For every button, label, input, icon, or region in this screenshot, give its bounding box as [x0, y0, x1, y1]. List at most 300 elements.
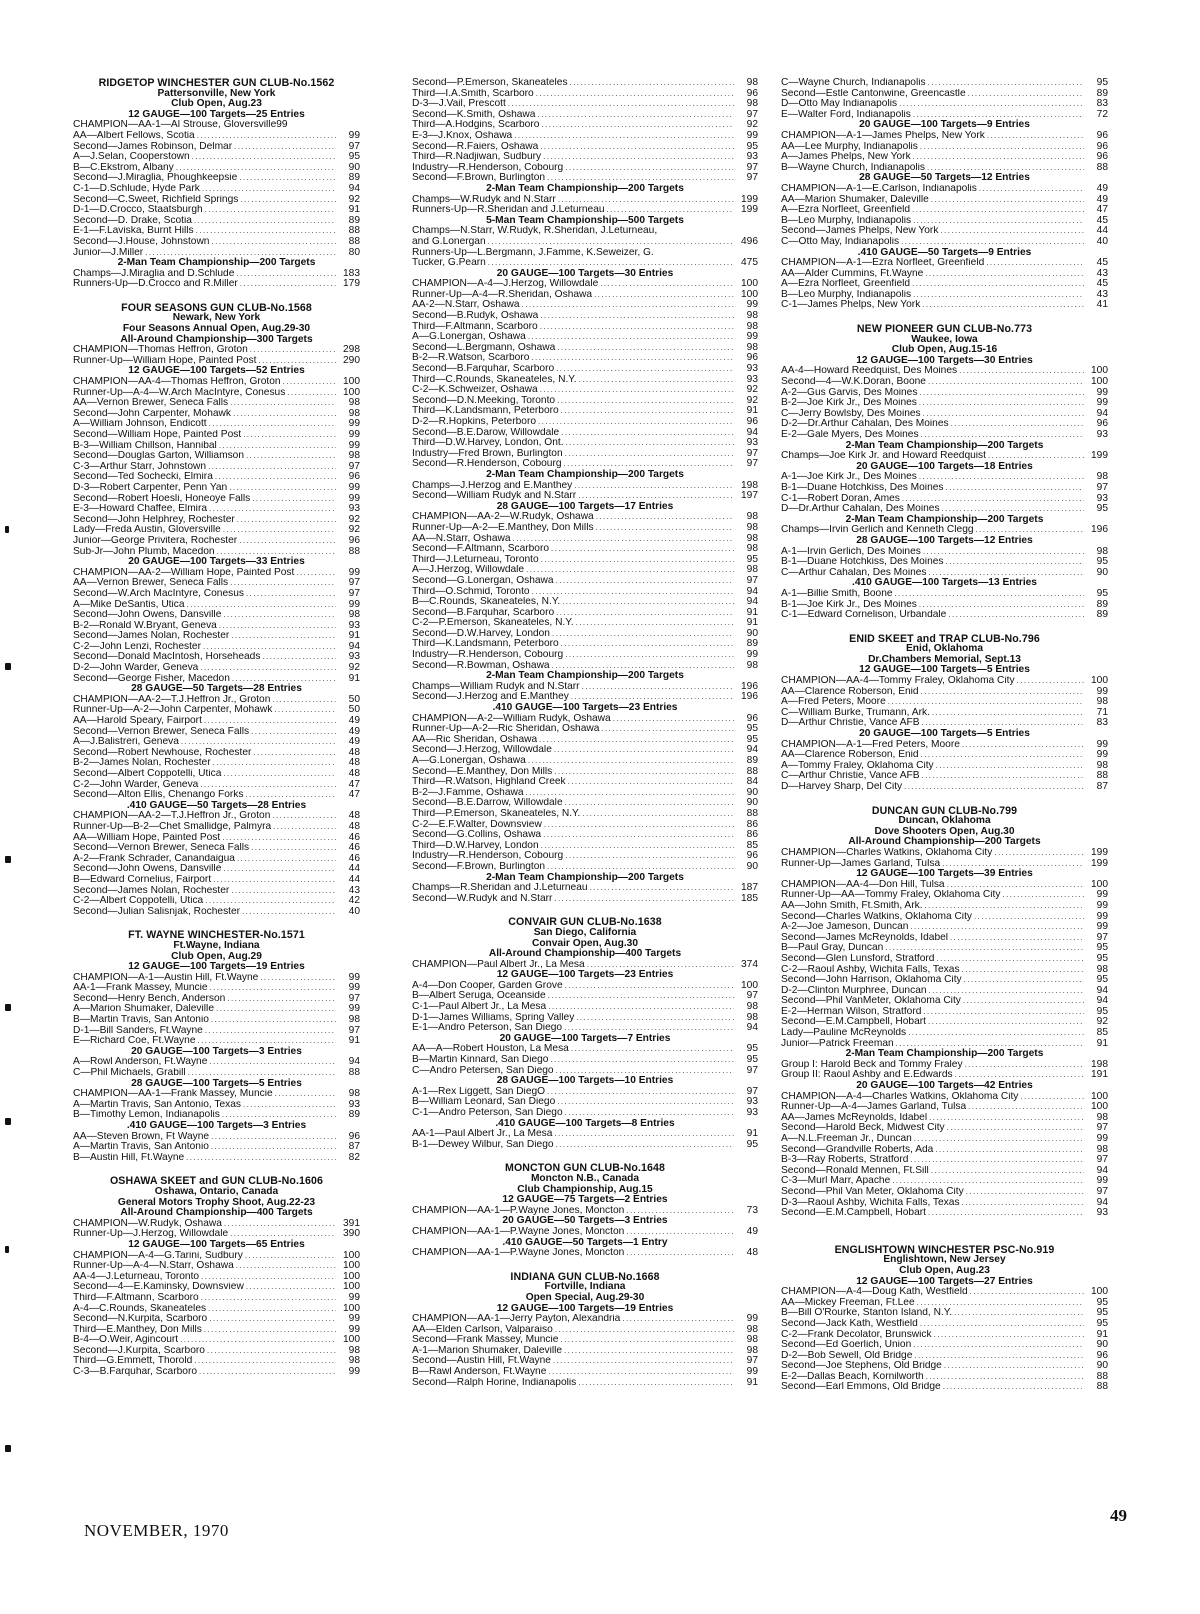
shooter-name: A—Ezra Norfleet, Greenfield — [781, 279, 911, 290]
score: 96 — [746, 353, 758, 364]
leader-dots — [198, 663, 336, 674]
shooter-name: E-3—Howard Chaffee, Elmira — [73, 504, 207, 515]
result-row — [412, 851, 758, 862]
shooter-name: AA—Clarence Roberson, Enid — [781, 750, 919, 761]
score: 94 — [348, 183, 360, 194]
result-row — [781, 1340, 1108, 1351]
shooter-name: A-2—Frank Schrader, Canandaigua — [73, 853, 235, 864]
result-row — [73, 1314, 360, 1325]
leader-dots — [260, 652, 336, 663]
leader-dots — [272, 705, 336, 716]
result-row — [781, 1123, 1108, 1134]
leader-dots — [919, 750, 1084, 761]
event-heading: 20 GAUGE—100 Targets—3 Entries — [131, 1045, 302, 1057]
result-row — [412, 820, 758, 831]
score: 87 — [348, 1142, 360, 1153]
score: 99 — [1096, 911, 1108, 922]
result-row — [73, 120, 360, 131]
leader-dots — [921, 1007, 1084, 1018]
leader-dots — [199, 1272, 336, 1283]
score: 49 — [1096, 183, 1108, 194]
result-row — [73, 875, 360, 886]
shooter-name: AA—John Smith, Ft.Smith, Ark. — [781, 900, 923, 911]
leader-dots — [977, 184, 1084, 195]
score: 94 — [746, 1023, 758, 1034]
score: 90 — [746, 798, 758, 809]
leader-dots — [237, 536, 336, 547]
shooter-name: Second—Vernon Brewer, Seneca Falls — [73, 843, 250, 854]
club-name: DUNCAN GUN CLUB-No.799 — [871, 804, 1018, 817]
result-row — [781, 1060, 1108, 1071]
shooter-name: B—Leo Murphy, Indianapolis — [781, 289, 912, 300]
shooter-name: Third—O.Schmid, Toronto — [412, 586, 530, 597]
result-row — [781, 1351, 1108, 1362]
result-row — [781, 1372, 1108, 1383]
shooter-name: B—Edward Cornelius, Fairport — [73, 874, 212, 885]
leader-dots — [238, 279, 336, 290]
result-row — [412, 1227, 758, 1238]
score: 100 — [741, 980, 758, 991]
result-row — [781, 398, 1108, 409]
score: 45 — [1096, 279, 1108, 290]
shooter-name: Second—John Owens, Dansville — [73, 610, 222, 621]
leader-dots — [217, 441, 336, 452]
shooter-name: Third—K.Landsmann, Peterboro — [412, 406, 559, 417]
leader-dots — [594, 512, 734, 523]
result-row — [781, 912, 1108, 923]
shooter-name: AA-1—Paul Albert Jr., La Mesa — [412, 1129, 553, 1140]
score: 97 — [348, 578, 360, 589]
leader-dots — [270, 695, 336, 706]
shooter-name: CHAMPION—A-2—William Rudyk, Oshawa — [412, 713, 611, 724]
shooter-name: Second—J.House, Johnstown — [73, 236, 210, 247]
result-row — [781, 419, 1108, 430]
score: 98 — [1096, 472, 1108, 483]
margin-mark — [5, 663, 11, 670]
result-row — [781, 237, 1108, 248]
shooter-name: AA—Harold Speary, Fairport — [73, 716, 202, 727]
result-row — [781, 1134, 1108, 1145]
shooter-name: C—Andro Petersen, San Diego — [412, 1065, 554, 1076]
leader-dots — [524, 565, 734, 576]
result-row — [73, 864, 360, 875]
leader-dots — [206, 462, 336, 473]
leader-dots — [554, 1140, 734, 1151]
leader-dots — [205, 1346, 336, 1357]
margin-mark — [5, 526, 9, 533]
result-row — [781, 388, 1108, 399]
score: 185 — [741, 893, 758, 904]
shooter-name: Second—John Harrison, Oklahoma City — [781, 975, 962, 986]
score: 98 — [1096, 1112, 1108, 1123]
leader-dots — [945, 880, 1084, 891]
result-row — [412, 99, 758, 110]
result-row — [412, 544, 758, 555]
results-continued — [412, 78, 758, 904]
result-row — [73, 769, 360, 780]
score: 98 — [746, 78, 758, 88]
shooter-name: C-1—Andro Peterson, San Diego — [412, 1108, 563, 1118]
shooter-name: B-4—O.Weir, Agincourt — [73, 1335, 179, 1346]
event-heading: .410 GAUGE—50 Targets—28 Entries — [126, 799, 307, 811]
score: 98 — [746, 1324, 758, 1335]
result-row — [73, 983, 360, 994]
result-row — [781, 708, 1108, 719]
shooter-name: Second—Vernon Brewer, Seneca Falls — [73, 726, 250, 737]
shooter-name: Champs—Irvin Gerlich and Kenneth Clegg — [781, 525, 974, 536]
score: 96 — [746, 851, 758, 862]
club-results — [781, 1245, 1108, 1393]
shooter-name: Junior—J.Miller — [73, 247, 144, 258]
shooter-name: C—Arthur Christie, Vance AFB — [781, 771, 920, 782]
shooter-name: C—Wayne Church, Indianapolis — [781, 78, 926, 88]
shooter-name: CHAMPION—A-1—Ezra Norfleet, Greenfield — [781, 258, 985, 269]
shooter-name: E—Richard Coe, Ft.Wayne — [73, 1036, 196, 1047]
score: 43 — [1096, 268, 1108, 279]
score: 98 — [746, 512, 758, 523]
score: 96 — [746, 417, 758, 427]
shooter-name: CHAMPION—Charles Watkins, Oklahoma City — [781, 847, 993, 858]
leader-dots — [930, 708, 1084, 719]
score: 99 — [1096, 398, 1108, 409]
score: 91 — [746, 618, 758, 629]
shooter-name: E-1—F.Laviska, Burnt Hills — [73, 226, 194, 237]
shooter-name: Second—N.Kurpita, Scarboro — [73, 1314, 208, 1325]
leader-dots — [541, 152, 734, 163]
leader-dots — [1000, 890, 1084, 901]
shooter-name: Second—Joe Stephens, Old Bridge — [781, 1361, 942, 1372]
result-row — [781, 922, 1108, 933]
event-heading: All-Around Championship—200 Targets — [848, 836, 1041, 848]
column-2 — [412, 78, 758, 1401]
leader-dots — [506, 99, 734, 110]
event-info: Dove Shooters Open, Aug.30 — [874, 825, 1015, 837]
result-row — [73, 652, 360, 663]
score: 93 — [1096, 430, 1108, 440]
shooter-name: Second—John Helphrey, Rochester — [73, 514, 235, 525]
shooter-name: AA—William Hope, Painted Post — [73, 832, 221, 843]
result-row — [412, 841, 758, 852]
leader-dots — [541, 830, 734, 841]
result-row — [412, 534, 758, 545]
shooter-name: CHAMPION—Paul Albert Jr., La Mesa — [412, 959, 585, 970]
shooter-name: Second—Ted Sochecki, Elmira — [73, 472, 213, 483]
score: 95 — [1096, 504, 1108, 515]
score: 97 — [746, 575, 758, 586]
score: 48 — [746, 1248, 758, 1259]
leader-dots — [232, 142, 336, 153]
leader-dots — [270, 811, 336, 822]
result-row — [781, 557, 1108, 568]
result-row — [412, 375, 758, 386]
shooter-name: C-2—Raoul Ashby, Wichita Falls, Texas — [781, 964, 960, 975]
result-row — [73, 388, 360, 399]
result-row — [781, 366, 1108, 377]
score: 98 — [348, 1345, 360, 1356]
shooter-name: B—Rawl Anderson, Ft.Wayne — [412, 1367, 547, 1378]
result-row — [73, 843, 360, 854]
score: 92 — [348, 663, 360, 674]
leader-dots — [620, 1314, 734, 1325]
score: 96 — [1096, 141, 1108, 152]
score: 100 — [343, 1335, 360, 1346]
leader-dots — [563, 981, 734, 992]
score: 95 — [746, 1055, 758, 1066]
shooter-name: B-2—Ronald W.Bryant, Geneva — [73, 620, 217, 631]
result-row — [412, 142, 758, 153]
leader-dots — [897, 99, 1084, 110]
score: 99 — [348, 1292, 360, 1303]
event-heading: 20 GAUGE—100 Targets—30 Entries — [496, 267, 674, 279]
leader-dots — [539, 120, 734, 131]
shooter-name: Junior—Patrick Freeman — [781, 1038, 894, 1049]
result-row — [412, 110, 758, 121]
shooter-name: CHAMPION—A-4—G.Tarini, Sudbury — [73, 1250, 243, 1261]
result-row — [412, 1367, 758, 1378]
score: 93 — [1096, 493, 1108, 504]
leader-dots — [174, 163, 336, 174]
result-row — [73, 269, 360, 280]
result-row — [412, 597, 758, 608]
score: 88 — [348, 236, 360, 247]
score: 99 — [348, 440, 360, 451]
score: 99 — [348, 419, 360, 430]
score: 290 — [343, 355, 360, 366]
leader-dots — [911, 216, 1084, 227]
result-row — [73, 1153, 360, 1164]
shooter-name: Runner-Up—AA—Tommy Fraley, Oklahoma City — [781, 890, 1001, 901]
score: 94 — [1096, 1197, 1108, 1208]
leader-dots — [580, 682, 734, 693]
leader-dots — [899, 237, 1084, 248]
score: 198 — [741, 480, 758, 491]
result-row — [781, 195, 1108, 206]
shooter-name: C-2—K.Schweizer, Oshawa — [412, 385, 538, 396]
score: 50 — [348, 694, 360, 705]
shooter-name: Industry—Fred Brown, Burlington — [412, 448, 563, 459]
shooter-name: Second—Henry Bench, Anderson — [73, 993, 226, 1004]
shooter-name: Second—L.Bergmann, Oshawa — [412, 342, 556, 353]
result-row — [412, 1129, 758, 1140]
score: 95 — [1096, 1006, 1108, 1017]
score: 90 — [348, 162, 360, 173]
leader-dots — [574, 1013, 734, 1024]
leader-dots — [592, 290, 734, 301]
result-row — [412, 735, 758, 746]
leader-dots — [281, 377, 336, 388]
club-results — [412, 1163, 758, 1258]
event-info: Club Championship, Aug.15 — [517, 1183, 653, 1195]
result-row — [781, 1198, 1108, 1209]
shooter-name: CHAMPION—AA-1—P.Wayne Jones, Moncton — [412, 1226, 625, 1237]
score: 98 — [1096, 1144, 1108, 1155]
score: 99 — [348, 1367, 360, 1378]
result-row — [781, 472, 1108, 483]
score: 93 — [348, 620, 360, 631]
leader-dots — [957, 366, 1084, 377]
leader-dots — [535, 110, 734, 121]
shooter-name: E-2—Herman Wilson, Stratford — [781, 1006, 922, 1017]
result-row — [412, 120, 758, 131]
shooter-name: Runner-Up—B-2—Chet Smallidge, Palmyra — [73, 821, 272, 832]
result-row — [412, 152, 758, 163]
score: 99 — [1096, 1176, 1108, 1187]
result-row — [781, 1208, 1108, 1219]
leader-dots — [538, 311, 734, 322]
shooter-name: C-1—Robert Doran, Ames — [781, 493, 900, 504]
result-row — [781, 1361, 1108, 1372]
event-heading: 28 GAUGE—100 Targets—5 Entries — [131, 1077, 302, 1089]
score: 99 — [348, 599, 360, 610]
shooter-name: Second—Ed Goerlich, Union — [781, 1340, 912, 1351]
result-row — [412, 745, 758, 756]
event-info: General Motors Trophy Shoot, Aug.22-23 — [117, 1196, 316, 1208]
column-3 — [781, 78, 1108, 1406]
result-row — [73, 142, 360, 153]
shooter-name: Second—4—W.K.Doran, Boone — [781, 377, 926, 388]
score: 88 — [1096, 1382, 1108, 1393]
score: 191 — [1091, 1070, 1108, 1081]
shooter-name: C-2—Frank Decolator, Brunswick — [781, 1329, 932, 1340]
score: 100 — [1091, 1102, 1108, 1113]
leader-dots — [923, 901, 1084, 912]
shooter-name: C—Jerry Bowlsby, Des Moines — [781, 408, 921, 419]
score: 100 — [343, 1271, 360, 1282]
score: 98 — [1096, 760, 1108, 771]
result-row — [412, 195, 758, 206]
score: 94 — [348, 641, 360, 652]
leader-dots — [577, 375, 734, 386]
shooter-name: AA-4—Howard Reedquist, Des Moines — [781, 366, 958, 377]
shooter-name: B—William Leonard, San Diego — [412, 1097, 556, 1108]
leader-dots — [972, 912, 1084, 923]
score: 99 — [348, 1314, 360, 1325]
score: 97 — [1096, 482, 1108, 493]
leader-dots — [554, 364, 734, 375]
leader-dots — [984, 258, 1084, 269]
result-row — [73, 973, 360, 984]
score: 94 — [1096, 1165, 1108, 1176]
shooter-name: CHAMPION—A-1—Austin Hill, Ft.Wayne — [73, 972, 259, 983]
shooter-name: CHAMPION—A-4—Charles Watkins, Oklahoma City — [781, 1091, 1019, 1102]
score: 95 — [746, 734, 758, 745]
result-row — [412, 767, 758, 778]
score: 99 — [348, 983, 360, 994]
shooter-name: Runner-Up—A-4—R.Sheridan, Oshawa — [412, 289, 593, 300]
result-row — [73, 494, 360, 505]
event-heading: All-Around Championship—400 Targets — [120, 1207, 313, 1219]
shooter-name: CHAMPION—A-1—E.Carlson, Indianapolis — [781, 183, 977, 194]
score: 82 — [348, 1152, 360, 1163]
score: 96 — [1096, 130, 1108, 141]
event-heading: All-Around Championship—300 Targets — [120, 333, 313, 345]
score: 91 — [746, 406, 758, 417]
shooter-name: Second—John Owens, Dansville — [73, 864, 222, 875]
shooter-name: Second—F.Altmann, Scarboro — [412, 544, 550, 555]
score: 45 — [1096, 215, 1108, 226]
score: 96 — [348, 472, 360, 483]
result-row — [781, 1155, 1108, 1166]
result-row — [781, 99, 1108, 110]
result-row — [412, 724, 758, 735]
result-row — [412, 862, 758, 873]
leader-dots — [200, 184, 336, 195]
leader-dots — [209, 237, 336, 248]
shooter-name: Second—George Fisher, Macedon — [73, 673, 230, 684]
score: 92 — [348, 514, 360, 525]
leader-dots — [927, 986, 1084, 997]
score: 43 — [1096, 289, 1108, 300]
shooter-name: A-1—Rex Liggett, San DiegO — [412, 1086, 546, 1097]
leader-dots — [563, 163, 734, 174]
result-row — [73, 833, 360, 844]
result-row — [73, 483, 360, 494]
score: 99 — [746, 130, 758, 141]
leader-dots — [202, 716, 336, 727]
shooter-name: Second—James Robinson, Delmar — [73, 141, 233, 152]
result-row — [781, 933, 1108, 944]
result-row — [781, 409, 1108, 420]
event-info: Newark, New York — [172, 312, 261, 324]
result-row — [781, 943, 1108, 954]
leader-dots — [923, 269, 1084, 280]
event-heading: 20 GAUGE—100 Targets—18 Entries — [856, 460, 1033, 472]
shooter-name: A—Martin Travis, San Antonio, Texas — [73, 1099, 241, 1110]
leader-dots — [240, 907, 336, 918]
shooter-name: Second—Ronald Mennen, Ft.Sill — [781, 1165, 929, 1176]
event-info: Pattersonville, New York — [157, 87, 276, 99]
event-heading: 2-Man Team Championship—200 Targets — [845, 1048, 1044, 1060]
shooter-name: Second—James Nolan, Rochester — [73, 885, 230, 896]
score: 88 — [348, 1068, 360, 1079]
shooter-name: Second—B.E.Darow, Willowdale — [412, 427, 560, 438]
leader-dots — [559, 406, 734, 417]
club-name: INDIANA GUN CLUB-No.1668 — [510, 1270, 660, 1283]
leader-dots — [235, 515, 336, 526]
club-name: FOUR SEASONS GUN CLUB-No.1568 — [121, 301, 312, 314]
shooter-name: Second—Frank Massey, Muncie — [412, 1335, 559, 1346]
score: 97 — [348, 461, 360, 472]
shooter-name: Second—Charles Watkins, Oklahoma City — [781, 911, 972, 922]
event-info: Enid, Oklahoma — [906, 643, 983, 655]
club-results — [73, 1176, 360, 1377]
shooter-name: Second—G.Lonergan, Oshawa — [412, 575, 554, 586]
result-row — [412, 449, 758, 460]
leader-dots — [949, 419, 1084, 430]
margin-mark — [5, 1118, 11, 1125]
score: 100 — [1091, 1091, 1108, 1102]
event-heading: 12 GAUGE—100 Targets—30 Entries — [856, 354, 1033, 366]
event-heading: .410 GAUGE—100 Targets—8 Entries — [495, 1117, 675, 1129]
shooter-name: Second—Julian Salisnjak, Rochester — [73, 906, 241, 917]
shooter-name: Sub-Jr—John Plumb, Macedon — [73, 546, 215, 557]
shooter-name: B—Martin Travis, San Antonio — [73, 1015, 209, 1026]
result-row — [412, 279, 758, 290]
shooter-name: B—Paul Gray, Duncan — [781, 943, 884, 954]
score: 98 — [746, 99, 758, 110]
score: 89 — [1096, 88, 1108, 99]
leader-dots — [225, 994, 336, 1005]
score: 47 — [348, 790, 360, 801]
shooter-name: D-3—Raoul Ashby, Wichita Falls, Texas — [781, 1197, 960, 1208]
result-row — [412, 1055, 758, 1066]
result-row — [781, 848, 1108, 859]
leader-dots — [572, 481, 734, 492]
shooter-name: B-2—Joe Kirk Jr., Des Moines — [781, 398, 917, 409]
leader-dots — [537, 735, 734, 746]
result-row — [73, 994, 360, 1005]
score: 92 — [1096, 1017, 1108, 1028]
